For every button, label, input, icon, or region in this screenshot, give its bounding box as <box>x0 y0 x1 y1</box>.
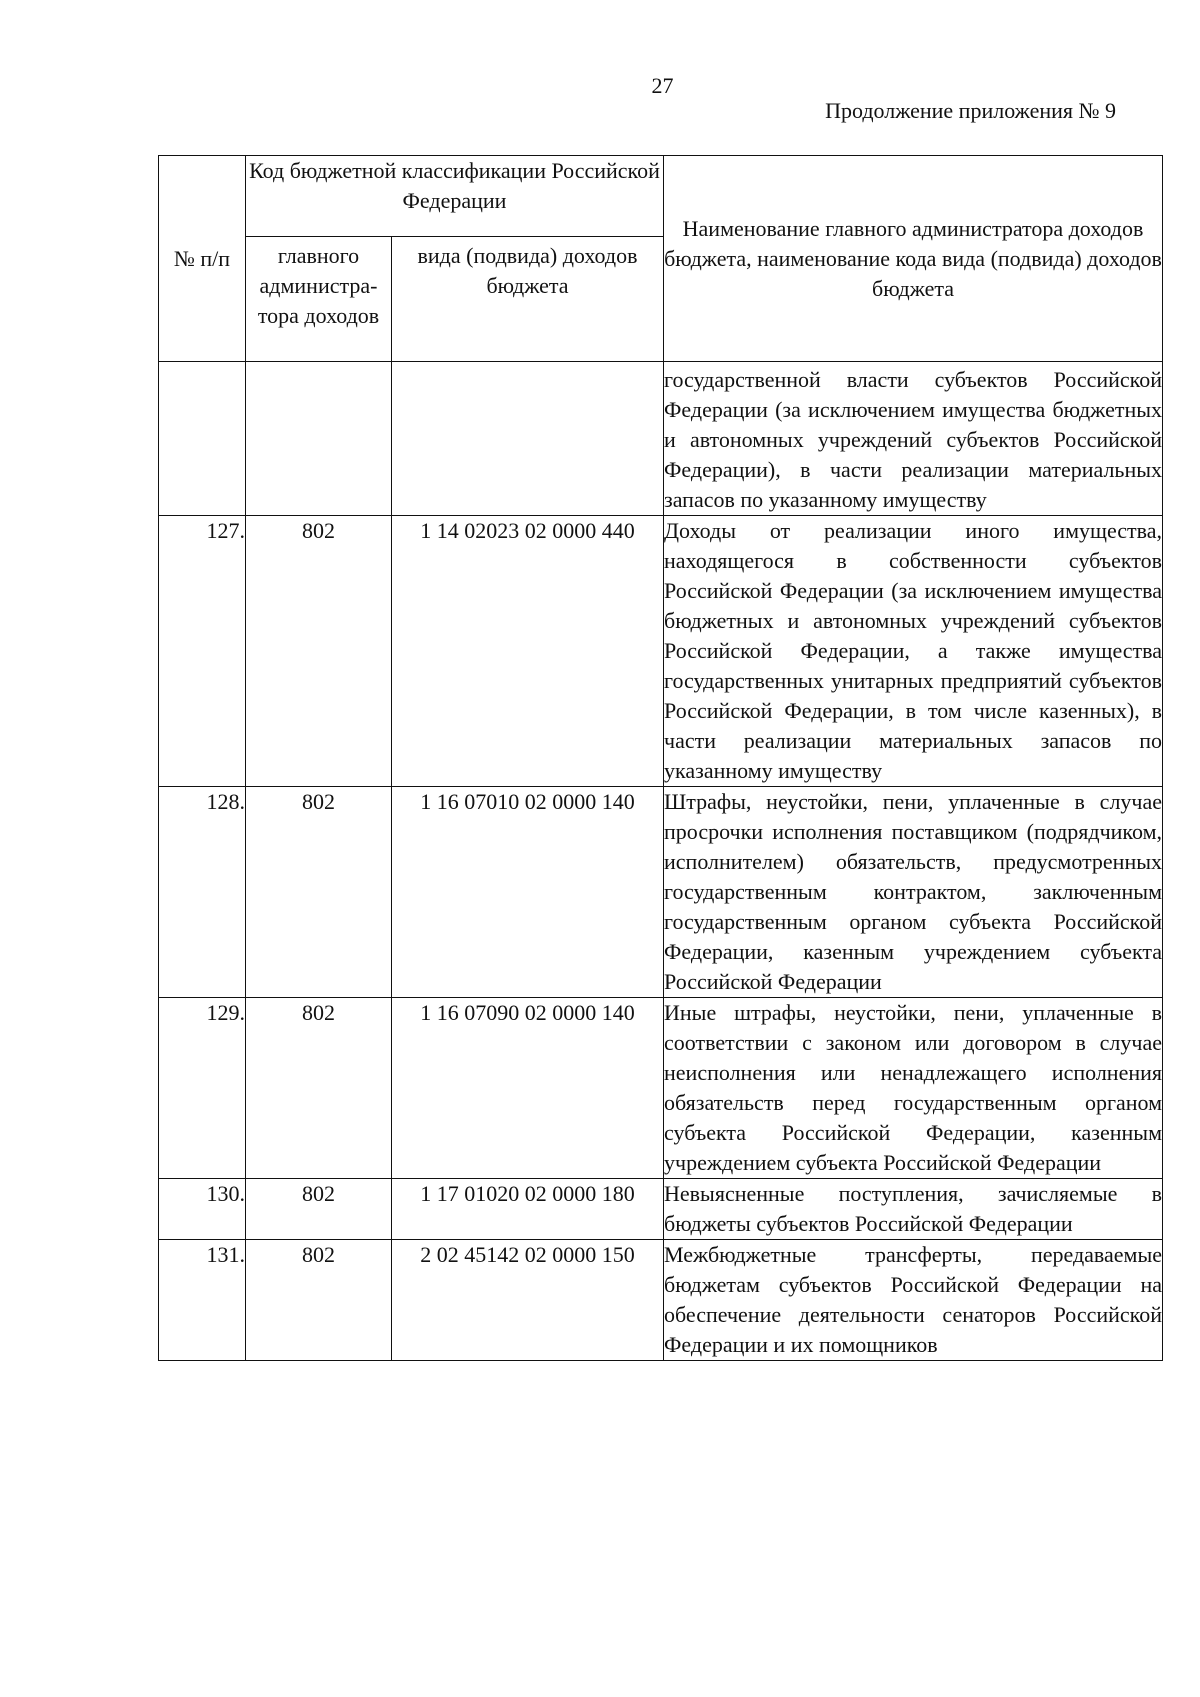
income-description: Межбюджетные трансферты, передаваемые бюджетам субъектов Российской Федерации на обеспечение деятельности сенаторов Российской Федерации и их помощников <box>664 1240 1163 1361</box>
header-code-group: Код бюджетной классификации Российской Федерации <box>246 156 664 237</box>
admin-code: 802 <box>246 787 392 998</box>
budget-code: 1 14 02023 02 0000 440 <box>392 516 664 787</box>
header-name-column: Наименование главного администратора доходов бюджета, наименование кода вида (подвида) доходов бюджета <box>664 156 1163 362</box>
row-number <box>159 362 246 516</box>
budget-code: 1 16 07010 02 0000 140 <box>392 787 664 998</box>
income-description: Доходы от реализации иного имущества, находящегося в собственности субъектов Российской Федерации (за исключением имущества бюджетных и автономных учреждений субъектов Российской Федерации, а также имущества государственных унитарных предприятий субъектов Российской Федерации, в том числе казенных), в части реализации материальных запасов по указанному имуществу <box>664 516 1163 787</box>
row-number: 127. <box>159 516 246 787</box>
table-row <box>159 1179 1163 1240</box>
table-row <box>159 362 1163 516</box>
budget-classification-table <box>158 155 1163 1361</box>
table-body <box>159 362 1163 1361</box>
income-description: государственной власти субъектов Российской Федерации (за исключением имущества бюджетных и автономных учреждений субъектов Российской Федерации), в части реализации материальных запасов по указанному имуществу <box>664 362 1163 516</box>
table-header <box>159 156 1163 362</box>
budget-code: 2 02 45142 02 0000 150 <box>392 1240 664 1361</box>
admin-code: 802 <box>246 1240 392 1361</box>
admin-code <box>246 362 392 516</box>
appendix-continuation-label: Продолжение приложения № 9 <box>825 98 1116 123</box>
header-row-number: № п/п <box>159 156 246 362</box>
admin-code: 802 <box>246 998 392 1179</box>
table-row <box>159 787 1163 998</box>
row-number: 128. <box>159 787 246 998</box>
table-row <box>159 998 1163 1179</box>
budget-code: 1 16 07090 02 0000 140 <box>392 998 664 1179</box>
admin-code: 802 <box>246 516 392 787</box>
header-income-type-code: вида (подвида) доходов бюджета <box>392 237 664 362</box>
income-description: Штрафы, неустойки, пени, уплаченные в случае просрочки исполнения поставщиком (подрядчиком, исполнителем) обязательств, предусмотренных государственным контрактом, заключенным государственным органом субъекта Российской Федерации, казенным учреждением субъекта Российской Федерации <box>664 787 1163 998</box>
table-row <box>159 1240 1163 1361</box>
header-admin-code: главного администра-тора доходов <box>246 237 392 362</box>
budget-code: 1 17 01020 02 0000 180 <box>392 1179 664 1240</box>
income-description: Невыясненные поступления, зачисляемые в бюджеты субъектов Российской Федерации <box>664 1179 1163 1240</box>
table-row <box>159 516 1163 787</box>
budget-code <box>392 362 664 516</box>
admin-code: 802 <box>246 1179 392 1240</box>
income-description: Иные штрафы, неустойки, пени, уплаченные в соответствии с законом или договором в случае неисполнения или ненадлежащего исполнения обязательств перед государственным органом субъекта Российской Федерации, казенным учреждением субъекта Российской Федерации <box>664 998 1163 1179</box>
row-number: 129. <box>159 998 246 1179</box>
row-number: 131. <box>159 1240 246 1361</box>
row-number: 130. <box>159 1179 246 1240</box>
page-number: 27 <box>651 73 674 98</box>
